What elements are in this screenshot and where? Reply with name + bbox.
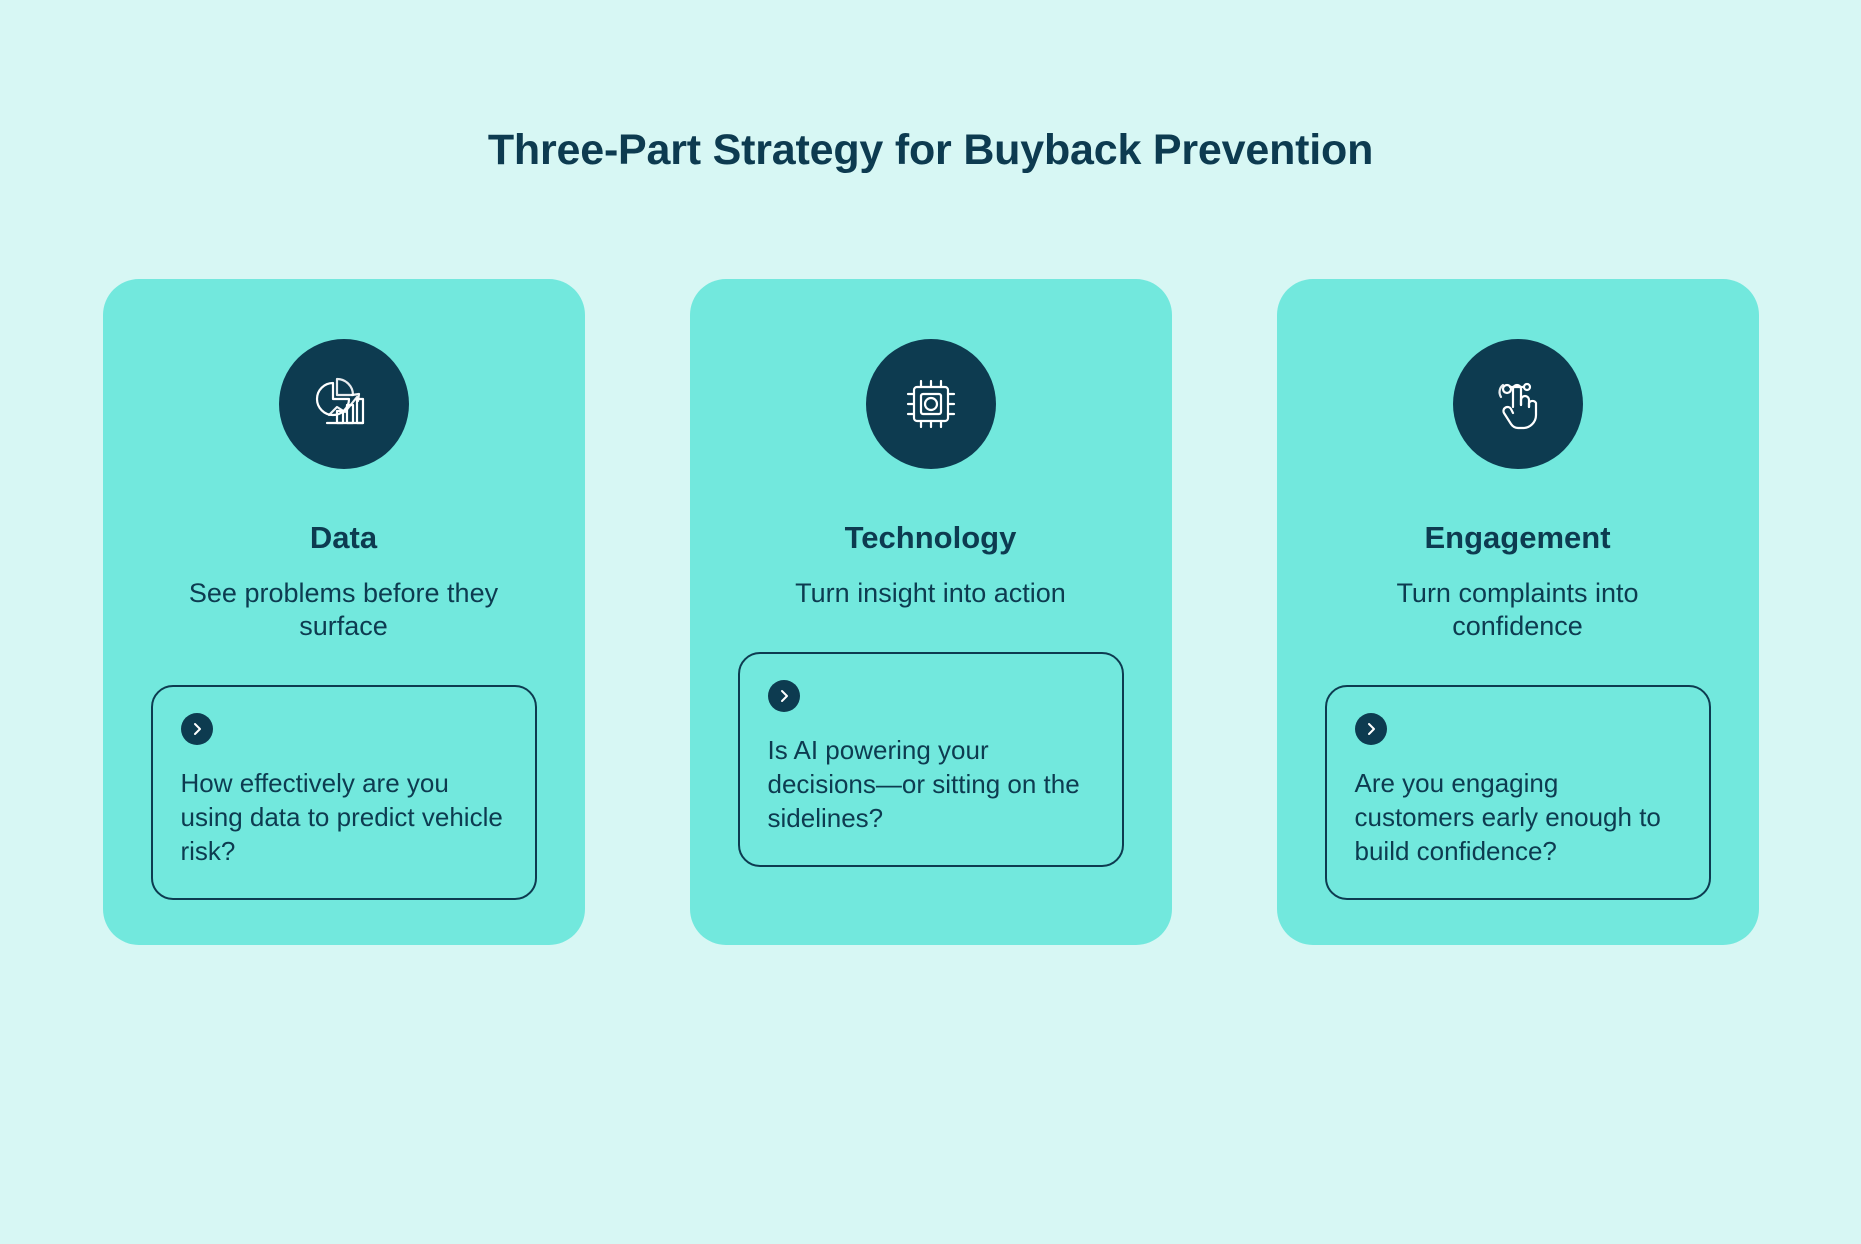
microchip-icon <box>866 339 996 469</box>
question-text: Is AI powering your decisions—or sitting on the sidelines? <box>767 735 1080 833</box>
card-subtitle: Turn insight into action <box>795 578 1066 609</box>
page-title: Three-Part Strategy for Buyback Prevention <box>487 126 1374 174</box>
question-box <box>1325 685 1711 900</box>
card-row <box>0 279 1861 945</box>
card-title: Technology <box>844 520 1017 556</box>
question-box <box>738 652 1124 867</box>
strategy-card-technology <box>690 279 1172 945</box>
question-text: How effectively are you using data to predict vehicle risk? <box>180 768 503 866</box>
chevron-right-icon <box>181 713 213 745</box>
card-subtitle: Turn complaints into confidence <box>1396 578 1639 642</box>
strategy-card-engagement <box>1277 279 1759 945</box>
question-box <box>151 685 537 900</box>
card-subtitle: See problems before they surface <box>188 578 499 642</box>
analytics-chart-icon <box>279 339 409 469</box>
card-title: Engagement <box>1424 520 1611 556</box>
card-title: Data <box>309 520 378 556</box>
chevron-right-icon <box>768 680 800 712</box>
hand-tap-icon <box>1453 339 1583 469</box>
chevron-right-icon <box>1355 713 1387 745</box>
question-text: Are you engaging customers early enough to build confidence? <box>1354 768 1661 866</box>
strategy-card-data <box>103 279 585 945</box>
